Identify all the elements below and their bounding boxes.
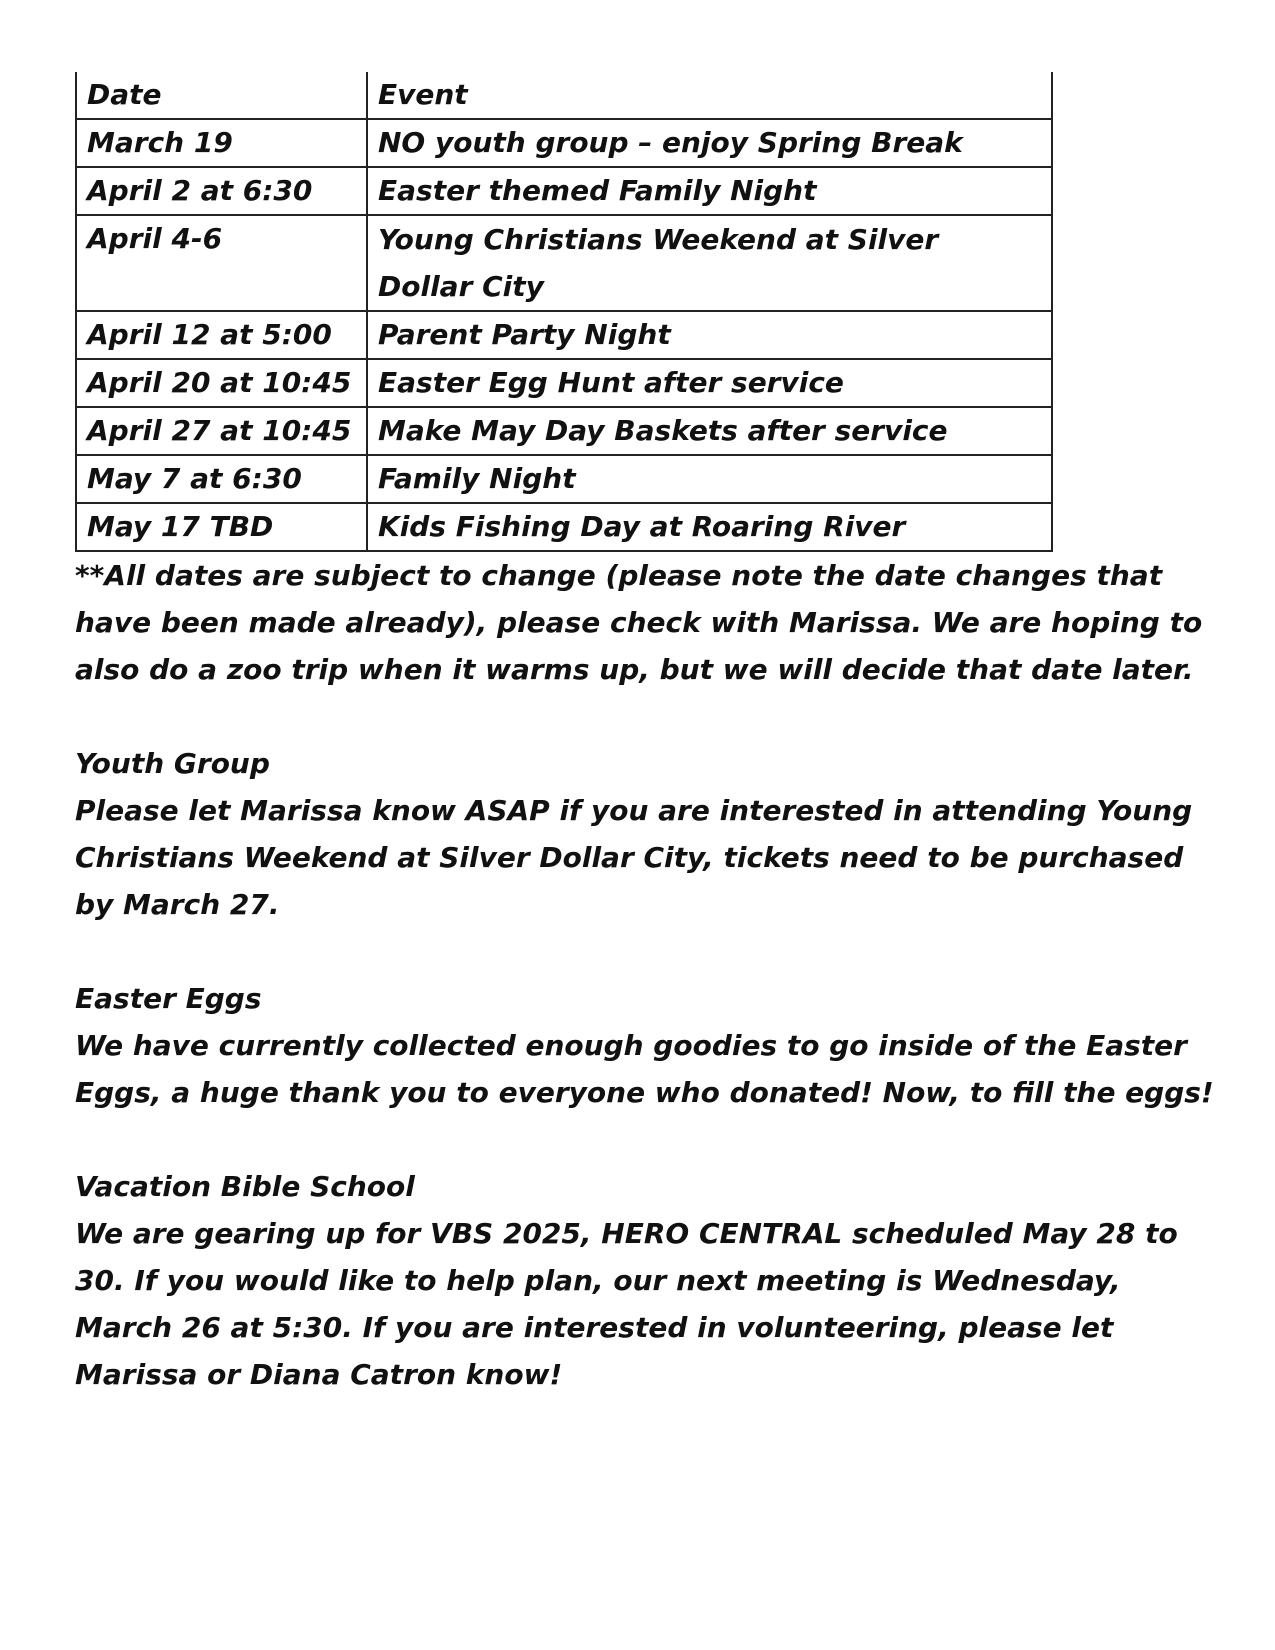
event-column-header: Event [367, 72, 1052, 119]
row-event: NO youth group – enjoy Spring Break [367, 119, 1052, 167]
vbs-body: We are gearing up for VBS 2025, HERO CENTRAL scheduled May 28 to 30. If you would like to help plan, our next meeting is Wednesday, March 26 at 5:30. If you are interested in volunteering, please let Marissa or Diana Catron know! [75, 1217, 1178, 1391]
row-event: Make May Day Baskets after service [367, 407, 1052, 455]
row-date: April 20 at 10:45 [76, 359, 367, 407]
row-date: April 4-6 [76, 215, 367, 311]
row-event: Young Christians Weekend at Silver Dollar City [367, 215, 1052, 311]
row-date: May 7 at 6:30 [76, 455, 367, 503]
row-date: April 12 at 5:00 [76, 311, 367, 359]
table-row [76, 359, 1052, 407]
table-row [76, 215, 1052, 311]
youth-group-body: Please let Marissa know ASAP if you are interested in attending Young Christians Weekend at Silver Dollar City, tickets need to be purchased by March 27. [75, 794, 1193, 921]
row-date: March 19 [76, 119, 367, 167]
schedule-note: **All dates are subject to change (please note the date changes that have been made already), please check with Marissa. We are hoping to also do a zoo trip when it warms up, but we will decide that date later. [75, 559, 1203, 686]
row-event: Family Night [367, 455, 1052, 503]
youth-group-heading: Youth Group [75, 747, 270, 780]
date-column-header: Date [76, 72, 367, 119]
document-page [75, 72, 1215, 1398]
table-row [76, 503, 1052, 551]
row-event: Parent Party Night [367, 311, 1052, 359]
vbs-section [75, 1163, 1215, 1398]
easter-eggs-heading: Easter Eggs [75, 982, 262, 1015]
easter-eggs-body: We have currently collected enough goodies to go inside of the Easter Eggs, a huge thank you to everyone who donated! Now, to fill the eggs! [75, 1029, 1214, 1109]
schedule-table [75, 72, 1053, 552]
table-row [76, 119, 1052, 167]
row-date: April 27 at 10:45 [76, 407, 367, 455]
table-header-row [76, 72, 1052, 119]
vbs-heading: Vacation Bible School [75, 1170, 415, 1203]
row-date: May 17 TBD [76, 503, 367, 551]
table-row [76, 407, 1052, 455]
table-row [76, 455, 1052, 503]
easter-eggs-section [75, 975, 1215, 1116]
youth-group-section [75, 740, 1215, 928]
row-event: Easter themed Family Night [367, 167, 1052, 215]
table-row [76, 311, 1052, 359]
row-date: April 2 at 6:30 [76, 167, 367, 215]
row-event: Kids Fishing Day at Roaring River [367, 503, 1052, 551]
row-event: Easter Egg Hunt after service [367, 359, 1052, 407]
table-row [76, 167, 1052, 215]
